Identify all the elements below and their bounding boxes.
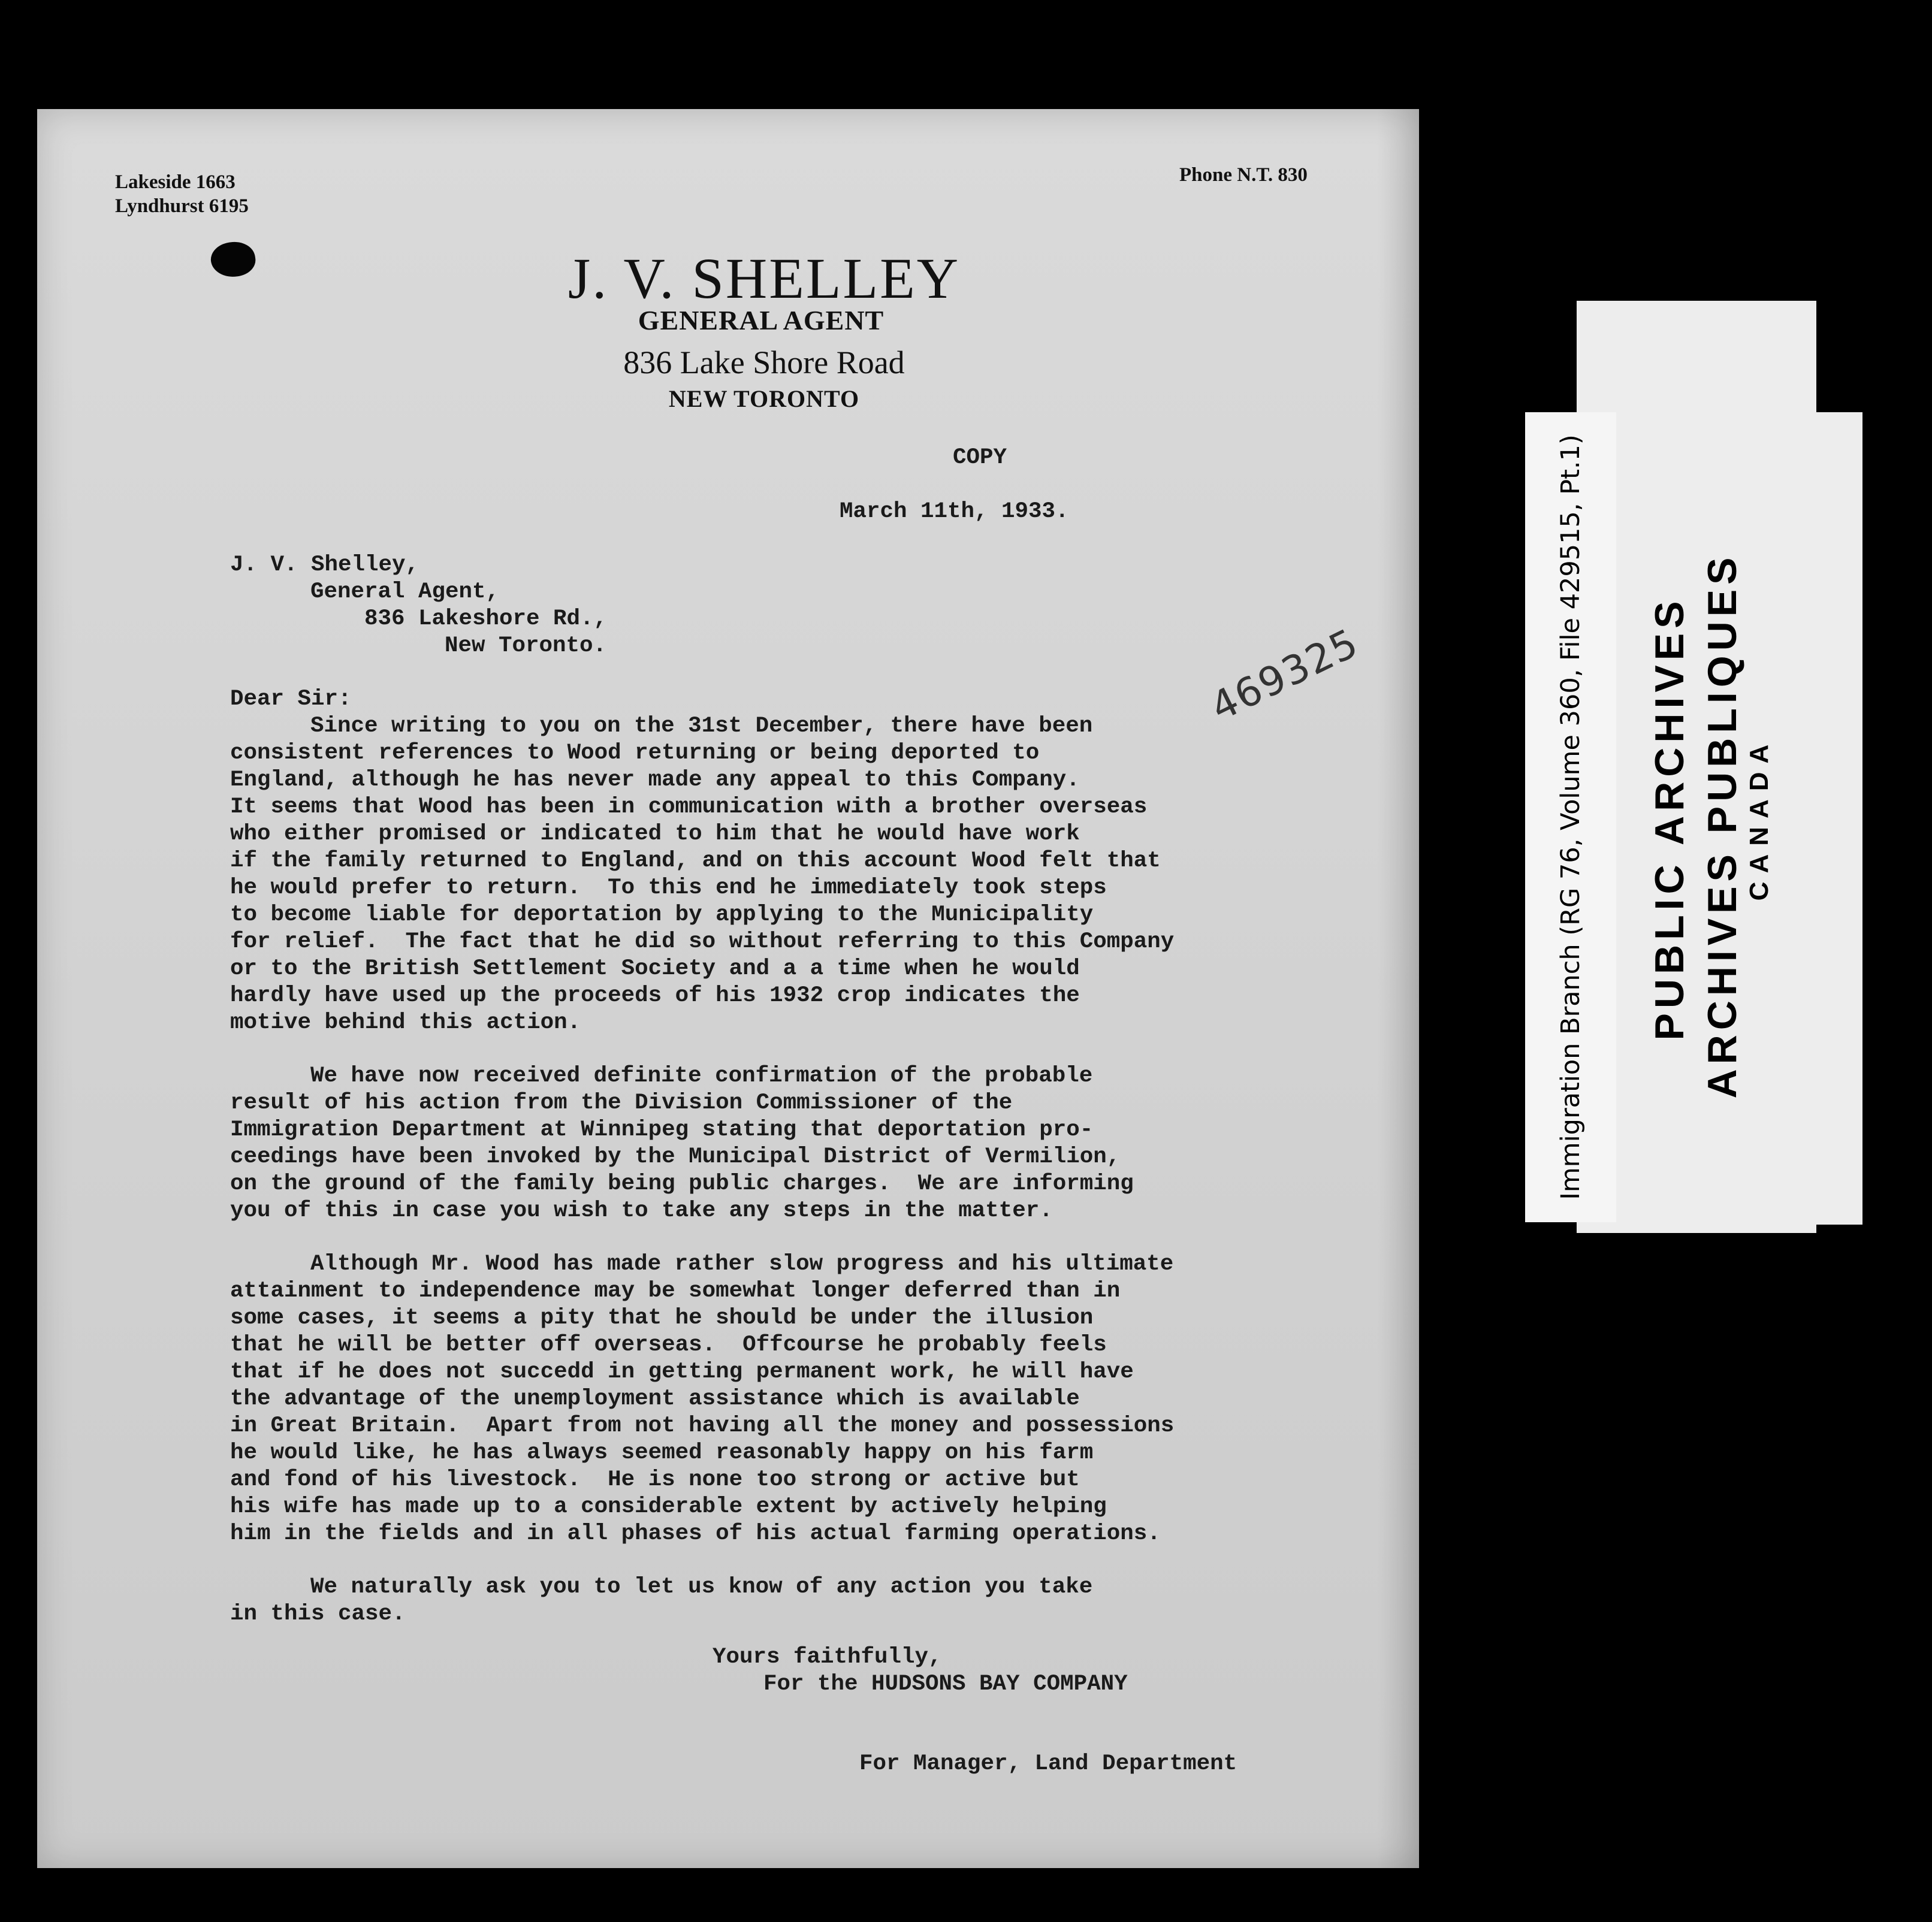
letter-line: It seems that Wood has been in communication with a brother overseas bbox=[230, 794, 1148, 820]
letter-line: his wife has made up to a considerable extent by actively helping bbox=[230, 1494, 1107, 1519]
paragraph-2 bbox=[188, 1063, 1405, 1225]
paragraph-1 bbox=[188, 713, 1405, 1036]
letter-line: We have now received definite confirmation of the probable bbox=[310, 1063, 1093, 1089]
letter-line: attainment to independence may be somewhat longer deferred than in bbox=[230, 1279, 1121, 1304]
letter-line: he would prefer to return. To this end he immediately took steps bbox=[230, 875, 1107, 900]
letter-sheet bbox=[37, 109, 1419, 1868]
letter-line: in Great Britain. Apart from not having all the money and possessions bbox=[230, 1413, 1175, 1439]
phone-lakeside: Lakeside 1663 bbox=[115, 171, 236, 193]
recipient-line: J. V. Shelley, bbox=[230, 552, 419, 578]
letter-line: him in the fields and in all phases of his actual farming operations. bbox=[230, 1521, 1161, 1546]
letter-line: the advantage of the unemployment assistance which is available bbox=[230, 1386, 1080, 1412]
letter-line: you of this in case you wish to take any steps in the matter. bbox=[230, 1198, 1053, 1223]
letter-line: for relief. The fact that he did so without referring to this Company bbox=[230, 929, 1175, 954]
stamp-archives-publiques: ARCHIVES PUBLIQUES bbox=[1699, 552, 1745, 1099]
letter-line: Although Mr. Wood has made rather slow progress and his ultimate bbox=[310, 1252, 1174, 1277]
paragraph-4 bbox=[188, 1574, 1405, 1628]
letterhead-city: NEW TORONTO bbox=[668, 385, 860, 412]
letter-line: and fond of his livestock. He is none too strong or active but bbox=[230, 1467, 1080, 1492]
recipient-line: 836 Lakeshore Rd., bbox=[364, 606, 608, 631]
letter-line: consistent references to Wood returning or being deported to bbox=[230, 741, 1040, 766]
closing: Yours faithfully, bbox=[713, 1645, 942, 1670]
handwritten-file-number: 469325 bbox=[1203, 619, 1366, 730]
paragraph-3 bbox=[188, 1251, 1405, 1548]
letter-body bbox=[188, 445, 1405, 1778]
recipient-line: General Agent, bbox=[310, 579, 500, 605]
signature-line: For Manager, Land Department bbox=[859, 1751, 1237, 1776]
letter-line: he would like, he has always seemed reasonably happy on his farm bbox=[230, 1440, 1094, 1465]
letterhead-phone-nt: Phone N.T. 830 bbox=[1179, 164, 1308, 186]
letter-line: We naturally ask you to let us know of any action you take bbox=[310, 1575, 1093, 1600]
letter-line: Immigration Department at Winnipeg stating that deportation pro- bbox=[230, 1117, 1094, 1143]
letterhead-address: 836 Lake Shore Road bbox=[623, 344, 905, 380]
letter-line: that if he does not succedd in getting permanent work, he will have bbox=[230, 1359, 1134, 1385]
phone-lyndhurst: Lyndhurst 6195 bbox=[115, 195, 249, 217]
letter-line: if the family returned to England, and on this account Wood felt that bbox=[230, 848, 1161, 874]
letter-line: Since writing to you on the 31st December, there have been bbox=[310, 714, 1093, 739]
letter-line: who either promised or indicated to him that he would have work bbox=[230, 821, 1080, 847]
letter-line: on the ground of the family being public charges. We are informing bbox=[230, 1171, 1134, 1196]
letterhead-title: GENERAL AGENT bbox=[638, 305, 885, 336]
letter-line: motive behind this action. bbox=[230, 1010, 581, 1035]
letterhead-phone-numbers bbox=[115, 170, 249, 218]
letter-line: in this case. bbox=[230, 1601, 406, 1627]
stamp-canada: CANADA bbox=[1744, 736, 1774, 901]
letter-date: March 11th, 1933. bbox=[840, 499, 1069, 524]
letter-line: England, although he has never made any appeal to this Company. bbox=[230, 767, 1080, 793]
letter-line: to become liable for deportation by applying to the Municipality bbox=[230, 902, 1094, 927]
letter-line: result of his action from the Division Commissioner of the bbox=[230, 1090, 1013, 1116]
letter-line: that he will be better off overseas. Offcourse he probably feels bbox=[230, 1332, 1107, 1358]
recipient-line: New Toronto. bbox=[445, 633, 607, 658]
copy-label: COPY bbox=[953, 445, 1007, 470]
salutation: Dear Sir: bbox=[230, 687, 352, 712]
company-line: For the HUDSONS BAY COMPANY bbox=[763, 1672, 1128, 1697]
letterhead-name: J. V. SHELLEY bbox=[567, 246, 961, 310]
letter-line: or to the British Settlement Society and a a time when he would bbox=[230, 956, 1080, 981]
archive-reference: Immigration Branch (RG 76, Volume 360, File 429515, Pt.1) bbox=[1556, 434, 1586, 1200]
letter-line: some cases, it seems a pity that he should be under the illusion bbox=[230, 1305, 1094, 1331]
letter-line: ceedings have been invoked by the Municipal District of Vermilion, bbox=[230, 1144, 1121, 1169]
letter-line: hardly have used up the proceeds of his 1932 crop indicates the bbox=[230, 983, 1080, 1008]
stamp-public-archives: PUBLIC ARCHIVES bbox=[1647, 596, 1692, 1041]
